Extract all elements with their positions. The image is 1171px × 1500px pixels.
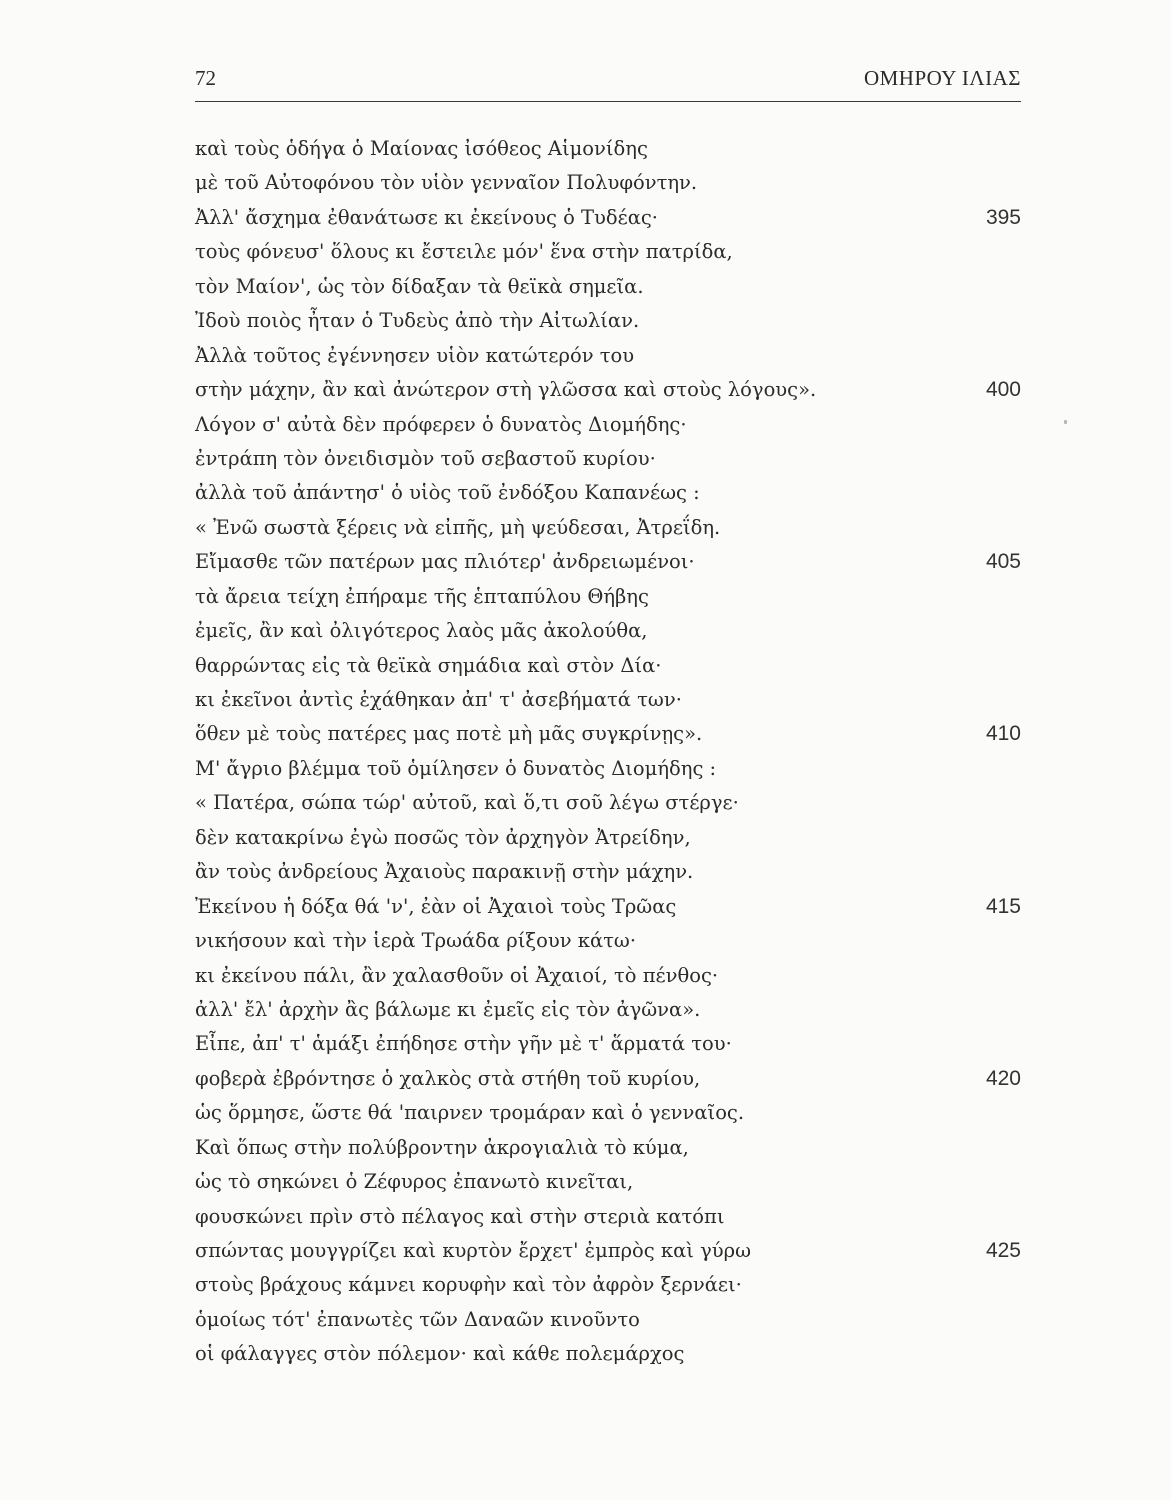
verse-text: Εἴμασθε τῶν πατέρων μας πλιότερ' ἀνδρειωμένοι· (195, 550, 695, 574)
line-number: 400 (985, 378, 1021, 402)
verse-text: θαρρώντας εἰς τὰ θεϊκὰ σημάδια καὶ στὸν Δία· (195, 653, 662, 677)
running-title: ΟΜΗΡΟΥ ΙΛΙΑΣ (863, 66, 1021, 90)
verse-text: οἱ φάλαγγες στὸν πόλεμον· καὶ κάθε πολεμάρχος (195, 1342, 685, 1366)
verse-line (195, 752, 1021, 786)
header-rule (195, 101, 1021, 102)
verse-line (195, 1165, 1021, 1199)
line-number: 415 (985, 894, 1021, 918)
verse-line (195, 132, 1021, 166)
verse-text: Μ' ἄγριο βλέμμα τοῦ ὁμίλησεν ὁ δυνατὸς Διομήδης : (195, 756, 717, 780)
verse-line (195, 511, 1021, 545)
verse-line (195, 614, 1021, 648)
line-number: 420 (985, 1066, 1021, 1090)
verse-line (195, 442, 1021, 476)
verse-text: Ἰδοὺ ποιὸς ἦταν ὁ Τυδεὺς ἀπὸ τὴν Αἰτωλίαν. (195, 309, 640, 333)
verse-line (195, 890, 1021, 924)
verse-text: στὴν μάχην, ἂν καὶ ἀνώτερον στὴ γλῶσσα καὶ στοὺς λόγους». (195, 378, 817, 402)
verse-text: φουσκώνει πρὶν στὸ πέλαγος καὶ στὴν στεριὰ κατόπι (195, 1204, 725, 1228)
verse-line (195, 924, 1021, 958)
verse-text: ἀλλ' ἔλ' ἀρχὴν ἂς βάλωμε κι ἐμεῖς εἰς τὸν ἀγῶνα». (195, 997, 701, 1021)
verse-line (195, 373, 1021, 407)
verse-text: μὲ τοῦ Αὐτοφόνου τὸν υἱὸν γενναῖον Πολυφόντην. (195, 171, 698, 195)
verse-text: ἀλλὰ τοῦ ἀπάντησ' ὁ υἱὸς τοῦ ἐνδόξου Καπανέως : (195, 481, 700, 505)
verse-line (195, 959, 1021, 993)
verse-line (195, 476, 1021, 510)
verse-line (195, 1303, 1021, 1337)
verse-line (195, 683, 1021, 717)
verse-text: φοβερὰ ἐβρόντησε ὁ χαλκὸς στὰ στήθη τοῦ κυρίου, (195, 1066, 701, 1090)
verse-text: Ἀλλ' ἄσχημα ἐθανάτωσε κι ἐκείνους ὁ Τυδέας· (195, 205, 659, 229)
verse-text: Λόγον σ' αὐτὰ δὲν πρόφερεν ὁ δυνατὸς Διομήδης· (195, 412, 687, 436)
verse-line (195, 408, 1021, 442)
verse-line (195, 545, 1021, 579)
verse-text: ἐντράπη τὸν ὀνειδισμὸν τοῦ σεβαστοῦ κυρίου· (195, 446, 656, 470)
verse-line (195, 1131, 1021, 1165)
verse-line (195, 1096, 1021, 1130)
verse-text: ὡς τὸ σηκώνει ὁ Ζέφυρος ἐπανωτὸ κινεῖται, (195, 1170, 634, 1194)
verse-text: δὲν κατακρίνω ἐγὼ ποσῶς τὸν ἀρχηγὸν Ἀτρείδην, (195, 825, 691, 849)
line-number: 405 (985, 550, 1021, 574)
verse-text: κι ἐκεῖνοι ἀντὶς ἐχάθηκαν ἀπ' τ' ἀσεβήματά των· (195, 688, 682, 711)
verse-block (195, 132, 1021, 1372)
verse-text: τὸν Μαίον', ὡς τὸν δίδαξαν τὰ θεϊκὰ σημεῖα. (195, 274, 644, 298)
verse-text: Εἶπε, ἀπ' τ' ἁμάξι ἐπήδησε στὴν γῆν μὲ τ' ἅρματά του· (195, 1032, 732, 1056)
line-number: 410 (985, 722, 1021, 746)
verse-line (195, 201, 1021, 235)
verse-text: ἂν τοὺς ἀνδρείους Ἀχαιοὺς παρακινῇ στὴν μάχην. (195, 860, 694, 884)
verse-text: σπώντας μουγγρίζει καὶ κυρτὸν ἔρχετ' ἐμπρὸς καὶ γύρω (195, 1239, 751, 1262)
verse-line (195, 1234, 1021, 1268)
verse-line (195, 339, 1021, 373)
verse-text: Ἀλλὰ τοῦτος ἐγέννησεν υἱὸν κατώτερόν του (195, 343, 635, 367)
verse-text: Ἐκείνου ἡ δόξα θά 'ν', ἐὰν οἱ Ἀχαιοὶ τοὺς Τρῶας (195, 894, 677, 918)
verse-line (195, 786, 1021, 820)
verse-text: ὡς ὅρμησε, ὥστε θά 'παιρνεν τρομάραν καὶ ὁ γενναῖος. (195, 1101, 745, 1125)
verse-text: « Πατέρα, σώπα τώρ' αὐτοῦ, καὶ ὅ,τι σοῦ λέγω στέργε· (195, 791, 739, 815)
verse-line (195, 580, 1021, 614)
verse-text: Καὶ ὅπως στὴν πολύβροντην ἀκρογιαλιὰ τὸ κύμα, (195, 1135, 689, 1159)
verse-line (195, 1268, 1021, 1302)
verse-line (195, 1062, 1021, 1096)
verse-text: « Ἐνῶ σωστὰ ξέρεις νὰ εἰπῆς, μὴ ψεύδεσαι, Ἀτρεΐδη. (195, 515, 721, 539)
verse-line (195, 304, 1021, 338)
paper-speck (1064, 420, 1067, 424)
verse-line (195, 993, 1021, 1027)
verse-text: νικήσουν καὶ τὴν ἱερὰ Τρωάδα ρίξουν κάτω· (195, 929, 637, 953)
verse-text: καὶ τοὺς ὁδήγα ὁ Μαίονας ἰσόθεος Αἱμονίδης (195, 137, 648, 160)
verse-text: κι ἐκείνου πάλι, ἂν χαλασθοῦν οἱ Ἀχαιοί, τὸ πένθος· (195, 963, 719, 987)
line-number: 395 (985, 205, 1021, 229)
verse-text: στοὺς βράχους κάμνει κορυφὴν καὶ τὸν ἀφρὸν ξερνάει· (195, 1273, 742, 1297)
verse-line (195, 1200, 1021, 1234)
verse-text: τοὺς φόνευσ' ὅλους κι ἔστειλε μόν' ἕνα στὴν πατρίδα, (195, 240, 733, 264)
line-number: 425 (985, 1239, 1021, 1262)
verse-text: ὅθεν μὲ τοὺς πατέρες μας ποτὲ μὴ μᾶς συγκρίνῃς». (195, 722, 703, 746)
verse-text: ἐμεῖς, ἂν καὶ ὀλιγότερος λαὸς μᾶς ἀκολούθα, (195, 619, 648, 643)
page-number: 72 (195, 66, 216, 90)
verse-line (195, 649, 1021, 683)
verse-line (195, 166, 1021, 200)
verse-line (195, 855, 1021, 889)
verse-line (195, 235, 1021, 269)
page-header (195, 66, 1021, 98)
verse-text: ὁμοίως τότ' ἐπανωτὲς τῶν Δαναῶν κινοῦντο (195, 1307, 640, 1331)
verse-line (195, 717, 1021, 751)
verse-line (195, 1027, 1021, 1061)
verse-text: τὰ ἄρεια τείχη ἐπήραμε τῆς ἑπταπύλου Θήβης (195, 584, 649, 608)
verse-line (195, 270, 1021, 304)
verse-line (195, 1337, 1021, 1371)
verse-line (195, 821, 1021, 855)
